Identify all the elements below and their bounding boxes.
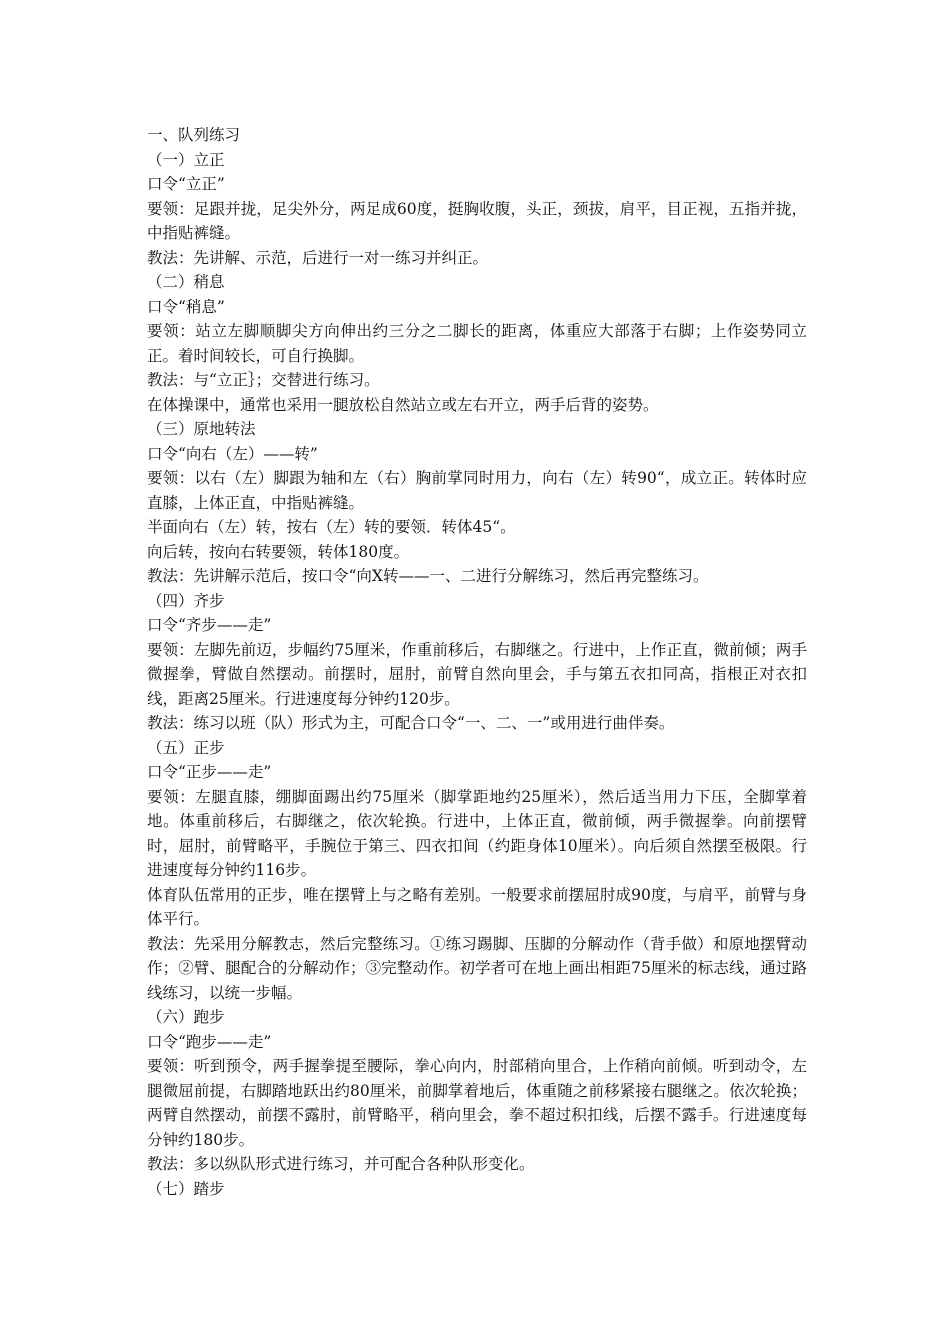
subsection-heading: （五）正步 <box>147 738 225 757</box>
document-body <box>147 123 807 1201</box>
method-paragraph: 教法：先讲解示范后，按口令“向X转——一、二进行分解练习，然后再完整练习。 <box>147 567 709 585</box>
essentials-paragraph: 要领：足跟并拢，足尖外分，两足成60度，挺胸收腹，头正，颈拔，肩平，目正视，五指并拢，中指贴裤缝。 <box>147 199 807 242</box>
subsection-heading: （二）稍息 <box>147 273 225 291</box>
body-paragraph: 半面向右（左）转，按右（左）转的要领．转体45“。 <box>147 518 516 536</box>
method-paragraph: 教法：练习以班（队）形式为主，可配合口令“一、二、一”或用进行曲伴奏。 <box>147 714 675 732</box>
command-line: 口令“立正” <box>147 175 225 193</box>
command-line: 口令“跑步——走” <box>147 1032 272 1051</box>
essentials-paragraph: 要领：听到预令，两手握拳提至腰际，拳心向内，肘部稍向里合，上作稍向前倾。听到动令，左腿微屈前提，右脚踏地跃出约80厘米，前脚掌着地后，体重随之前移紧接右腿继之。依次轮换；两臂自然摆动，前摆不露肘，前臂略平，稍向里会，拳不超过积扣线，后摆不露手。行进速度每分钟约180步。 <box>147 1057 807 1149</box>
essentials-paragraph: 要领：站立左脚顺脚尖方向伸出约三分之二脚长的距离，体重应大部落于右脚；上作姿势同立正。着时间较长，可自行换脚。 <box>147 322 807 365</box>
command-line: 口令“齐步——走” <box>147 616 272 634</box>
method-paragraph: 教法：先讲解、示范，后进行一对一练习并纠正。 <box>147 248 489 267</box>
subsection-heading: （一）立正 <box>147 150 225 169</box>
body-paragraph: 在体操课中，通常也采用一腿放松自然站立或左右开立，两手后背的姿势。 <box>147 395 659 414</box>
body-paragraph: 体育队伍常用的正步，唯在摆臂上与之略有差别。一般要求前摆屈肘成90度，与肩平，前臂与身体平行。 <box>147 885 807 928</box>
subsection-heading: （三）原地转法 <box>147 420 256 438</box>
body-paragraph: 向后转，按向右转要领，转体180度。 <box>147 542 410 561</box>
method-paragraph: 教法：与“立正｝；交替进行练习。 <box>147 371 380 389</box>
subsection-heading: （七）踏步 <box>147 1179 225 1198</box>
method-paragraph: 教法：先采用分解教志，然后完整练习。①练习踢脚、压脚的分解动作（背手做）和原地摆臂动作；②臂、腿配合的分解动作；③完整动作。初学者可在地上画出相距75厘米的标志线，通过路线练习，以统一步幅。 <box>147 934 807 1002</box>
essentials-paragraph: 要领：以右（左）脚跟为轴和左（右）胸前掌同时用力，向右（左）转90“，成立正。转体时应直膝，上体正直，中指贴裤缝。 <box>147 469 807 512</box>
command-line: 口令“正步——走” <box>147 763 272 781</box>
command-line: 口令“稍息” <box>147 297 225 316</box>
command-line: 口令“向右（左）——转” <box>147 444 318 463</box>
essentials-paragraph: 要领：左脚先前迈，步幅约75厘米，作重前移后，右脚继之。行进中，上作正直，微前倾；两手微握拳，臂做自然摆动。前摆时，屈肘，前臂自然向里会，手与第五衣扣同高，指根正对衣扣线，距离25厘米。行进速度每分钟约120步。 <box>147 640 807 708</box>
subsection-heading: （六）跑步 <box>147 1008 225 1026</box>
section-heading: 一、队列练习 <box>147 126 241 144</box>
method-paragraph: 教法：多以纵队形式进行练习，并可配合各种队形变化。 <box>147 1155 535 1173</box>
subsection-heading: （四）齐步 <box>147 591 225 610</box>
essentials-paragraph: 要领：左腿直膝，绷脚面踢出约75厘米（脚掌距地约25厘米），然后适当用力下压，全脚掌着地。体重前移后，右脚继之，依次轮换。行进中，上体正直，微前倾，两手微握拳。向前摆臂时，屈肘，前臂略平，手腕位于第三、四衣扣间（约距身体10厘米）。向后须自然摆至极限。行进速度每分钟约116步。 <box>147 787 807 879</box>
